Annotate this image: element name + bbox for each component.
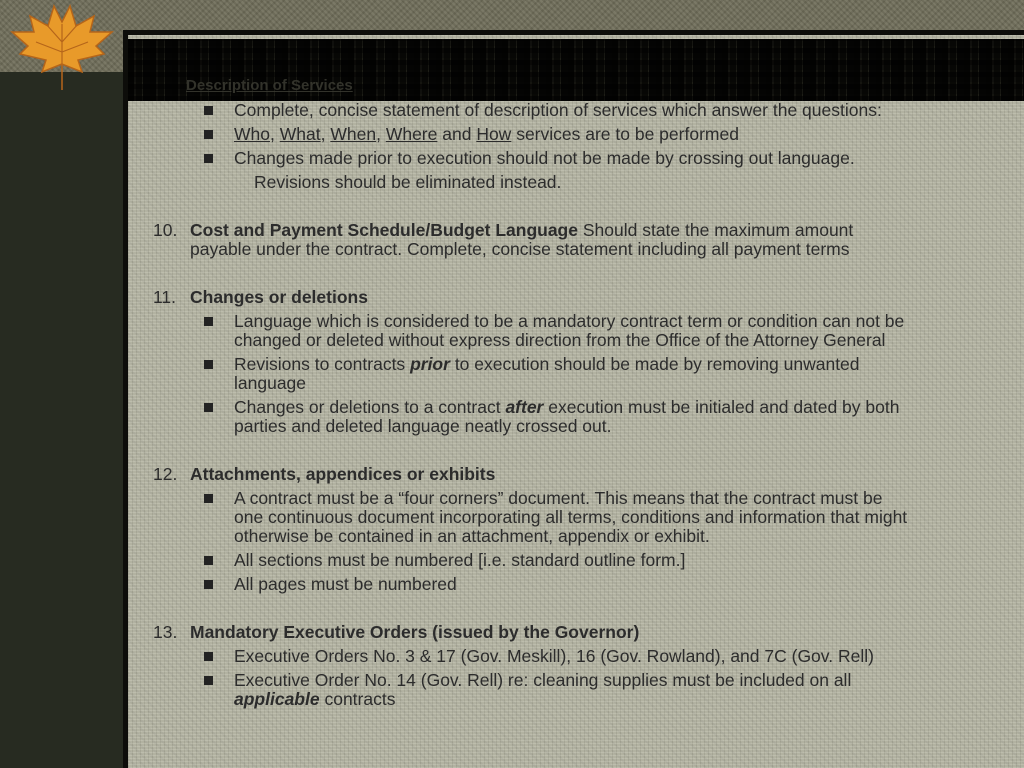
slide: Description of Services Complete, concise statement of description of services which answer the questions: Who, What, When, Where and How services are to be performed Changes made prior to execution should not be made by crossing out language. Revisions should be eliminated instead. 10. Cost and Payment Schedule/Budget Language Should state the maximum amount payable under the contract. Complete, concise statement including all payment terms 11. Changes or deletions Language which is considered to be a mandatory contract term or condition can not be changed or deleted without express direction from the Office of the Attorney General Revisions to contracts prior to execution should be made by removing unwanted language Changes or deletions to a contract after execution must be initialed and dated by both parties and deleted language neatly crossed out. 12. Attachments, appendices or exhibits A contract must be a “four corners” document. This means that the contract must be one continuous document incorporating all terms, conditions and information that might otherwise be contained in an attachment, appendix or exhibit. All sections must be numbered [i.e. standard outline form.] All pages must be numbered 13. Mandatory Executive Orders (issued by the Governor) Executive Orders No. 3 & 17 (Gov. Meskill), 16 (Gov. Rowland), and 7C (Gov. Rell) Executive Order No. 14 (Gov. Rell) re: cleaning supplies must be included on all applicable contracts bbox=[128, 35, 1024, 768]
square-bullet-icon bbox=[204, 106, 213, 115]
square-bullet-icon bbox=[204, 317, 213, 326]
square-bullet-icon bbox=[204, 580, 213, 589]
square-bullet-icon bbox=[204, 494, 213, 503]
square-bullet-icon bbox=[204, 556, 213, 565]
left-sidebar-bar bbox=[0, 72, 123, 768]
square-bullet-icon bbox=[204, 130, 213, 139]
square-bullet-icon bbox=[204, 360, 213, 369]
square-bullet-icon bbox=[204, 154, 213, 163]
square-bullet-icon bbox=[204, 403, 213, 412]
slide-title: Description of Services bbox=[186, 77, 353, 94]
maple-leaf-icon bbox=[6, 2, 118, 92]
square-bullet-icon bbox=[204, 652, 213, 661]
square-bullet-icon bbox=[204, 676, 213, 685]
